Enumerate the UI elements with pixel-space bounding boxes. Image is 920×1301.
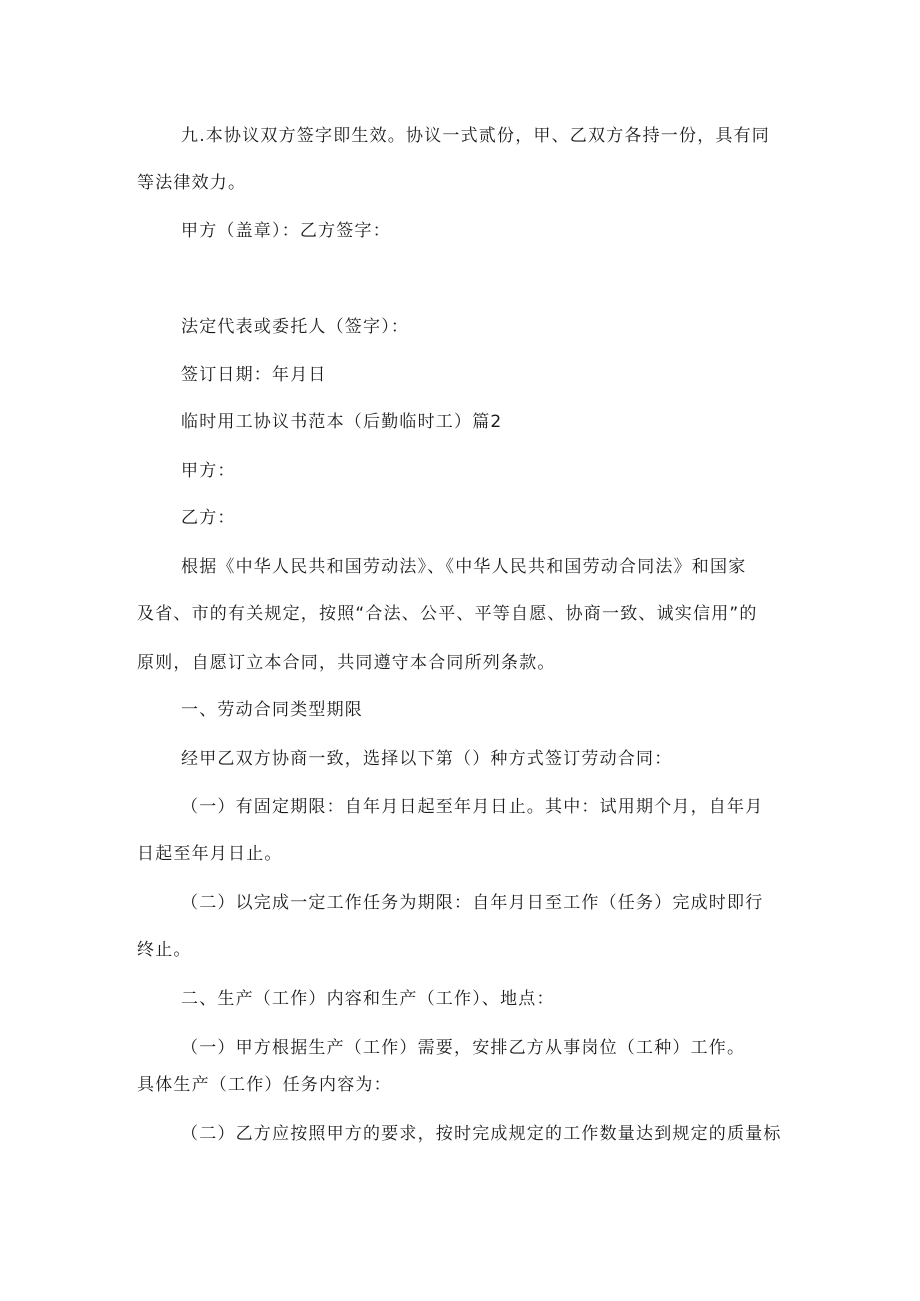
- article-one-intro: 经甲乙双方协商一致，选择以下第（）种方式签订劳动合同：: [181, 749, 673, 769]
- signature-line-representative: 法定代表或委托人（签字）：: [181, 317, 410, 337]
- article-one-item-1-line-2: 日起至年月日止。: [137, 844, 283, 864]
- preamble-line-3: 原则，自愿订立本合同，共同遵守本合同所列条款。: [137, 653, 556, 673]
- preamble-line-2: 及省、市的有关规定，按照“合法、公平、平等自愿、协商一致、诚实信用”的: [137, 604, 758, 624]
- clause-nine-line-2: 等法律效力。: [137, 173, 247, 193]
- signature-line-parties: 甲方（盖章）：乙方签字：: [181, 221, 391, 241]
- article-one-item-2-line-1: （二）以完成一定工作任务为期限：自年月日至工作（任务）完成时即行: [181, 893, 764, 913]
- preamble-line-1: 根据《中华人民共和国劳动法》、《中华人民共和国劳动合同法》和国家: [181, 557, 747, 577]
- article-one-item-1-line-1: （一）有固定期限：自年月日起至年月日止。其中：试用期个月，自年月: [181, 797, 764, 817]
- party-a-line: 甲方：: [181, 461, 236, 481]
- signing-date-line: 签订日期：年月日: [181, 365, 327, 385]
- article-one-item-2-line-2: 终止。: [137, 940, 192, 960]
- article-two-heading: 二、生产（工作）内容和生产（工作）、地点：: [181, 989, 555, 1009]
- party-b-line: 乙方：: [181, 508, 236, 528]
- article-two-item-1-line-1: （一）甲方根据生产（工作）需要，安排乙方从事岗位（工种）工作。: [181, 1038, 746, 1058]
- article-two-item-2-line-1: （二）乙方应按照甲方的要求，按时完成规定的工作数量达到规定的质量标: [181, 1124, 782, 1144]
- clause-nine-line-1: 九.本协议双方签字即生效。协议一式贰份，甲、乙双方各持一份，具有同: [181, 126, 771, 146]
- article-one-heading: 一、劳动合同类型期限: [181, 700, 363, 720]
- article-two-item-1-line-2: 具体生产（工作）任务内容为：: [137, 1075, 392, 1095]
- section-heading: 临时用工协议书范本（后勤临时工）篇2: [181, 412, 503, 432]
